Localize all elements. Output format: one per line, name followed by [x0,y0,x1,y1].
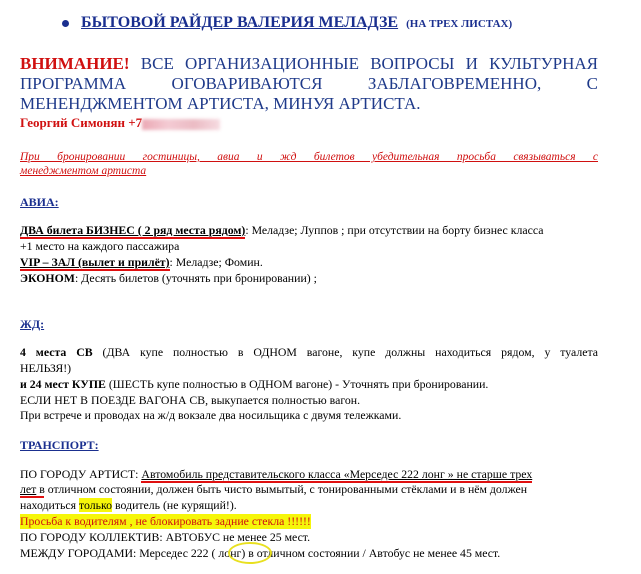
warning-contact [20,115,220,131]
between-prefix: МЕЖДУ ГОРОДАМИ: Мерседес 222 [20,546,209,560]
rail-sv-line [20,345,598,360]
vip-text: : Меладзе; Фомин. [169,255,263,269]
rail-heading: ЖД: [20,317,45,331]
car-condition: в отличном состоянии, должен быть чисто вымытый, с тонированными стёклами и в нём должен [36,482,528,496]
document-header [62,14,512,32]
warning-line-3: МЕНЕНДЖМЕНТОМ АРТИСТА, МИНУЯ АРТИСТА. [20,94,421,113]
between-suffix: в отличном состоянии / Автобус не менее 45 мест. [245,546,501,560]
avia-vip-line [20,255,263,270]
contact-name: Георгий Симонян +7 [20,115,143,130]
warning-text-1: ВСЕ ОРГАНИЗАЦИОННЫЕ ВОПРОСЫ И КУЛЬТУРНАЯ [140,54,598,73]
document-subtitle: (НА ТРЕХ ЛИСТАХ) [406,18,513,30]
kupe-label: и 24 мест КУПЕ [20,377,106,391]
rail-line-3: ЕСЛИ НЕТ В ПОЕЗДЕ ВАГОНА СВ, выкупается полностью вагон. [20,393,361,407]
long-circle-mark [228,542,272,564]
avia-heading: АВИА: [20,195,59,209]
car-description: Автомобиль представительского класса «Мерседес 222 лонг » не старше трех [141,467,533,481]
transport-car-line-3 [20,498,237,513]
transport-car-line-1 [20,467,532,482]
between-long: ( лонг) [211,546,246,560]
city-artist-label: ПО ГОРОДУ АРТИСТ: [20,467,139,481]
hotel-note-line-2: менеджментом артиста [20,165,147,177]
car-years: лет [20,482,37,496]
rail-kupe-line [20,377,488,392]
econom-label: ЭКОНОМ [20,271,75,285]
sv-label: 4 места СВ [20,345,93,359]
warning-label: ВНИМАНИЕ! [20,54,130,73]
document-title: БЫТОВОЙ РАЙДЕР ВАЛЕРИЯ МЕЛАДЗЕ [81,14,399,31]
sv-text: (ДВА купе полностью в ОДНОМ вагоне, купе должны находиться рядом, у туалета [102,345,598,359]
business-text: : Меладзе; Луппов ; при отсутствии на борту бизнес класса [245,223,544,237]
avia-econom-line [20,271,317,286]
vip-label: VIP – ЗАЛ (вылет и прилёт) [20,255,170,269]
warning-line-2: ПРОГРАММА ОГОВАРИВАЮТСЯ ЗАБЛАГОВРЕМЕННО, С [20,74,598,93]
collective-line: ПО ГОРОДУ КОЛЛЕКТИВ: АВТОБУС не менее 25 мест. [20,530,311,544]
transport-heading: ТРАНСПОРТ: [20,438,99,452]
driver-request: Просьба к водителям , не блокировать задние стекла !!!!!! [20,514,311,528]
avia-business-line [20,223,543,238]
transport-car-line-2 [20,482,527,497]
econom-text: : Десять билетов (уточнять при бронировании) ; [74,271,317,285]
rail-sv-line-2: НЕЛЬЗЯ!) [20,361,72,375]
business-label: ДВА билета БИЗНЕС ( 2 ряд места рядом) [20,223,246,237]
car-only-suffix: водитель (не курящий!). [115,498,237,512]
hotel-note-line-1: При бронировании гостиницы, авиа и жд билетов убедительная просьба связываться с [20,151,598,163]
warning-line-1 [20,54,598,74]
bullet-icon [62,20,69,27]
avia-business-line-2: +1 место на каждого пассажира [20,239,180,253]
kupe-text: (ШЕСТЬ купе полностью в ОДНОМ вагоне) - Уточнять при бронировании. [108,377,489,391]
car-only-highlight: только [79,498,113,512]
car-only-prefix: находиться [20,498,77,512]
redacted-phone [142,119,220,130]
rail-line-4: При встрече и проводах на ж/д вокзале два носильщика с двумя тележками. [20,408,402,422]
